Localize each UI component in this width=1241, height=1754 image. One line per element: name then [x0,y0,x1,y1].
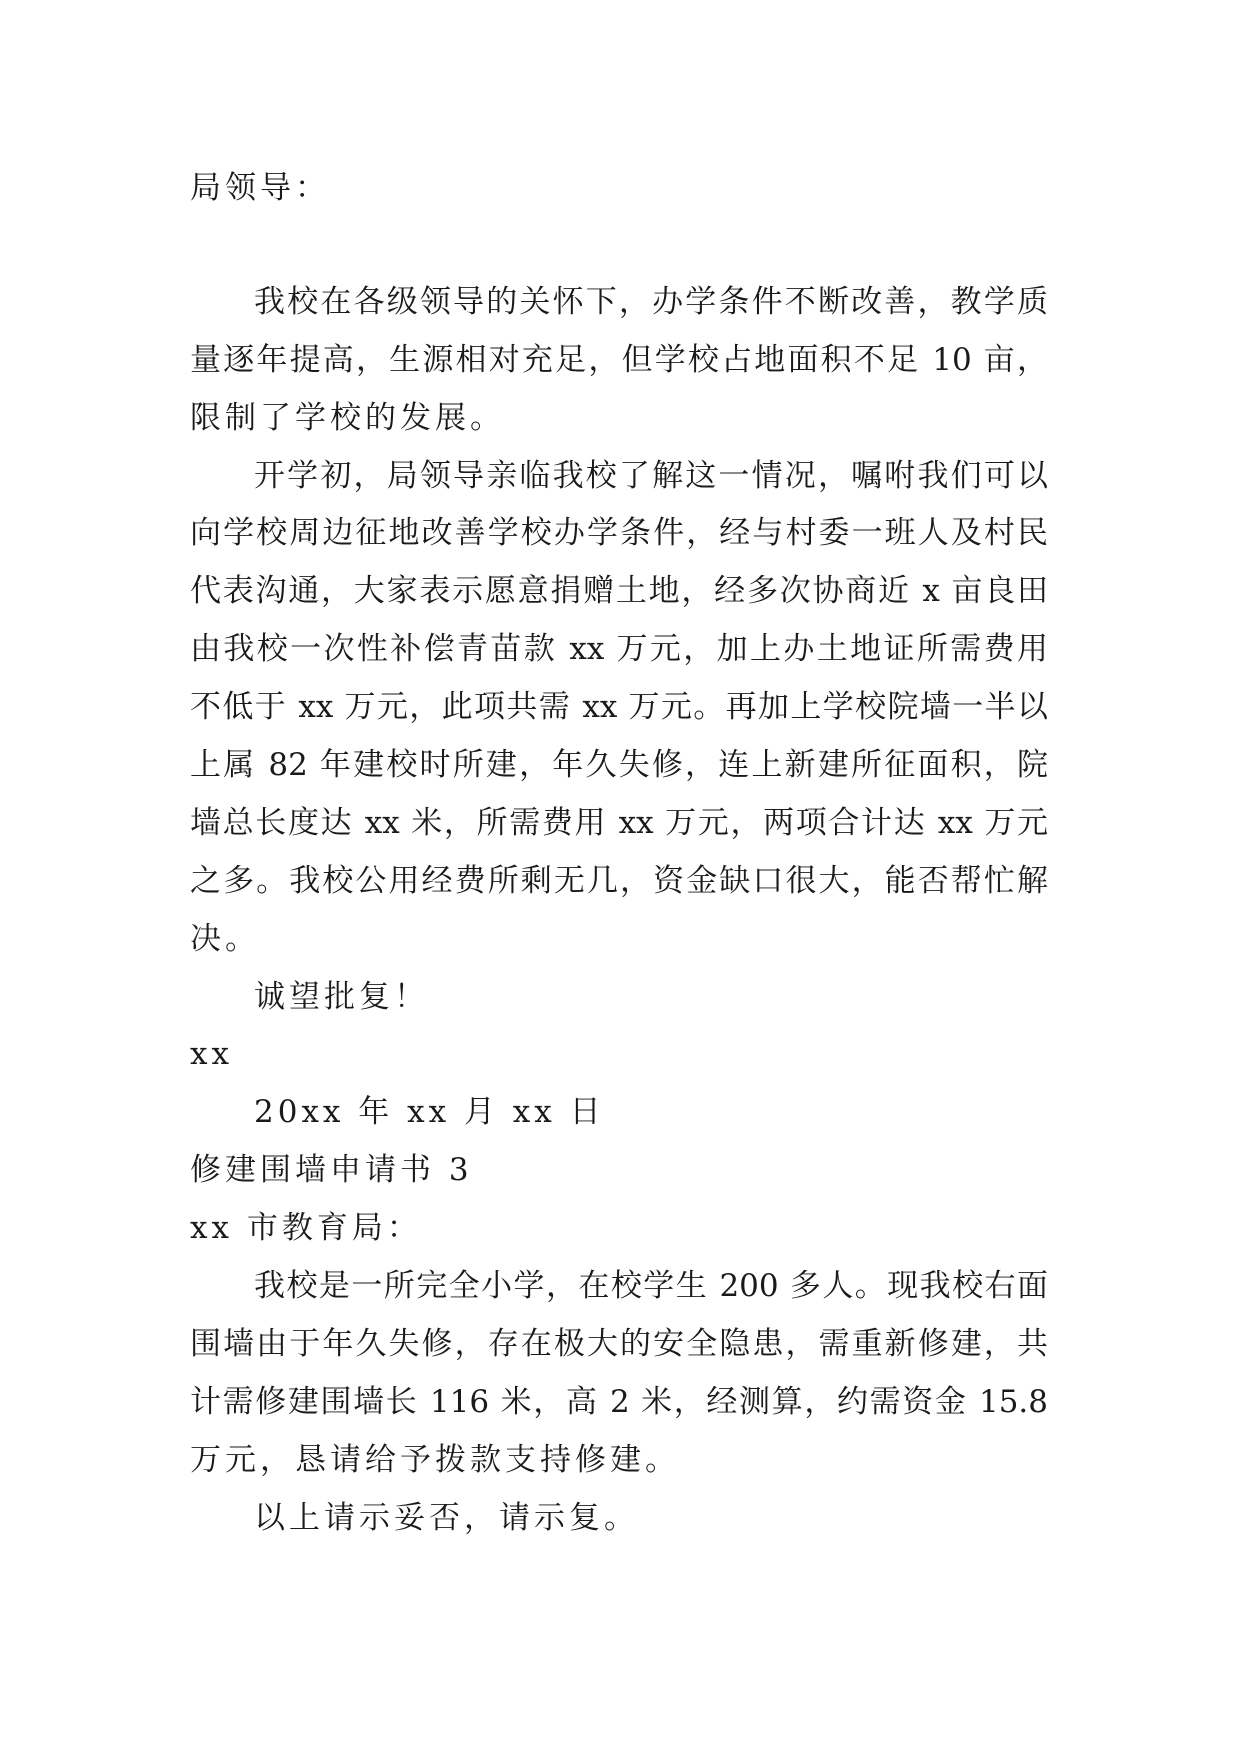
salutation: xx 市教育局： [190,1210,422,1246]
closing-line: 以上请示妥否，请示复。 [254,1500,639,1536]
paragraph-line: 量逐年提高，生源相对充足，但学校占地面积不足 10 亩， [190,342,1048,378]
paragraph-line: 决。 [190,921,260,957]
salutation: 局领导： [190,170,330,206]
paragraph-line: 万元，恳请给予拨款支持修建。 [190,1442,680,1478]
closing-line: 诚望批复！ [254,979,429,1015]
paragraph-line: 向学校周边征地改善学校办学条件，经与村委一班人及村民 [190,515,1048,551]
paragraph-line: 开学初，局领导亲临我校了解这一情况，嘱咐我们可以 [254,458,1048,494]
paragraph-line: 上属 82 年建校时所建，年久失修，连上新建所征面积，院 [190,747,1048,783]
paragraph-line: 墙总长度达 xx 米，所需费用 xx 万元，两项合计达 xx 万元 [190,805,1048,841]
section-title: 修建围墙申请书 3 [190,1152,473,1188]
paragraph-line: 围墙由于年久失修，存在极大的安全隐患，需重新修建，共 [190,1326,1048,1362]
paragraph-line: 我校是一所完全小学，在校学生 200 多人。现我校右面 [254,1268,1048,1304]
paragraph-line: 之多。我校公用经费所剩无几，资金缺口很大，能否帮忙解 [190,863,1048,899]
paragraph-line: 由我校一次性补偿青苗款 xx 万元，加上办土地证所需费用 [190,631,1048,667]
date-line: 20xx 年 xx 月 xx 日 [254,1094,605,1130]
paragraph-line: 不低于 xx 万元，此项共需 xx 万元。再加上学校院墙一半以 [190,689,1048,725]
paragraph-line: 我校在各级领导的关怀下，办学条件不断改善，教学质 [254,284,1048,320]
paragraph-line: 代表沟通，大家表示愿意捐赠土地，经多次协商近 x 亩良田 [190,573,1048,609]
paragraph-line: 限制了学校的发展。 [190,400,505,436]
paragraph-line: 计需修建围墙长 116 米，高 2 米，经测算，约需资金 15.8 [190,1384,1048,1420]
signature: xx [190,1036,233,1072]
